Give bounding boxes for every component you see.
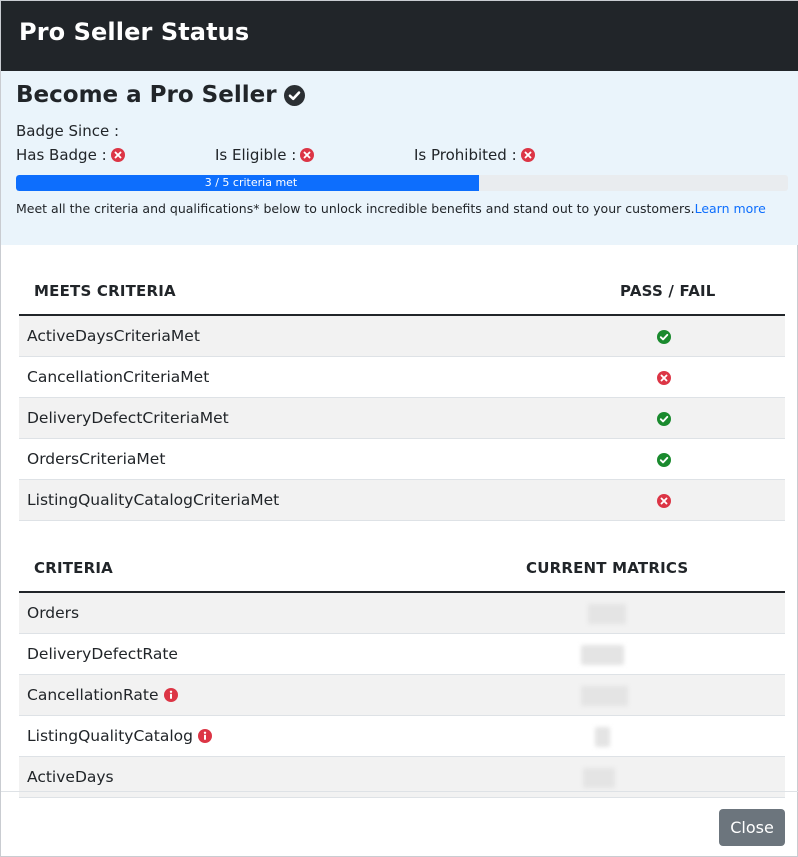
criteria-name <box>27 645 178 663</box>
modal-title: Pro Seller Status <box>19 18 250 46</box>
criteria-name <box>27 604 79 622</box>
intro-text <box>16 201 766 216</box>
table-row <box>19 316 785 357</box>
criteria-metrics-body <box>19 593 785 798</box>
criteria-name: ListingQualityCatalogCriteriaMet <box>27 491 280 509</box>
criteria-name: CancellationCriteriaMet <box>27 368 210 386</box>
has-badge-flag <box>16 146 125 164</box>
table-row <box>19 593 785 634</box>
check-circle-icon <box>284 85 305 106</box>
metric-value-redacted <box>583 768 615 788</box>
criteria-progress-bar <box>16 175 479 191</box>
criteria-name-text: DeliveryDefectRate <box>27 645 178 663</box>
metric-value-redacted <box>588 604 626 624</box>
criteria-name-text: CancellationRate <box>27 686 159 704</box>
table-row <box>19 675 785 716</box>
header-pass-fail: PASS / FAIL <box>620 282 716 300</box>
table-row <box>19 439 785 480</box>
x-circle-icon <box>300 148 314 162</box>
is-prohibited-label: Is Prohibited : <box>414 146 517 164</box>
metric-value-redacted <box>581 686 628 706</box>
criteria-name <box>27 686 178 704</box>
meets-criteria-body <box>19 316 785 521</box>
check-circle-icon <box>657 412 671 426</box>
table-row <box>19 716 785 757</box>
x-circle-icon <box>111 148 125 162</box>
is-eligible-flag <box>215 146 314 164</box>
learn-more-link[interactable]: Learn more <box>694 201 766 216</box>
metric-value-redacted <box>581 645 624 665</box>
intro-sentence: Meet all the criteria and qualifications* below to unlock incredible benefits and stand out to your customers. <box>16 201 695 216</box>
criteria-name-text: Orders <box>27 604 80 622</box>
badge-since-label: Badge Since : <box>16 122 120 140</box>
modal-header <box>1 1 798 71</box>
criteria-name: DeliveryDefectCriteriaMet <box>27 409 229 427</box>
header-current-matrics: CURRENT MATRICS <box>526 559 689 577</box>
criteria-metrics-header <box>19 537 785 593</box>
info-icon[interactable] <box>164 688 178 702</box>
table-row <box>19 357 785 398</box>
is-eligible-label: Is Eligible : <box>215 146 297 164</box>
check-circle-icon <box>657 330 671 344</box>
criteria-name-text: ActiveDays <box>27 768 114 786</box>
is-prohibited-flag <box>414 146 535 164</box>
check-circle-icon <box>657 453 671 467</box>
header-criteria: CRITERIA <box>34 559 113 577</box>
criteria-name <box>27 727 212 745</box>
panel-title <box>16 82 305 108</box>
has-badge-label: Has Badge : <box>16 146 107 164</box>
criteria-name-text: ListingQualityCatalog <box>27 727 193 745</box>
meets-criteria-header <box>19 260 785 316</box>
criteria-progress <box>16 175 788 191</box>
header-meets-criteria: MEETS CRITERIA <box>34 282 176 300</box>
criteria-name: OrdersCriteriaMet <box>27 450 166 468</box>
criteria-name <box>27 768 114 786</box>
info-icon[interactable] <box>198 729 212 743</box>
table-row <box>19 398 785 439</box>
x-circle-icon <box>657 371 671 385</box>
meets-criteria-table <box>19 260 785 521</box>
close-button[interactable]: Close <box>719 809 785 846</box>
table-row <box>19 634 785 675</box>
metric-value-redacted <box>595 727 610 747</box>
panel-title-text: Become a Pro Seller <box>16 82 277 108</box>
criteria-metrics-table <box>19 537 785 798</box>
x-circle-icon <box>521 148 535 162</box>
x-circle-icon <box>657 494 671 508</box>
table-row <box>19 480 785 521</box>
criteria-progress-label: 3 / 5 criteria met <box>204 176 298 189</box>
status-panel <box>1 71 798 245</box>
criteria-name: ActiveDaysCriteriaMet <box>27 327 200 345</box>
footer-divider <box>1 791 798 792</box>
